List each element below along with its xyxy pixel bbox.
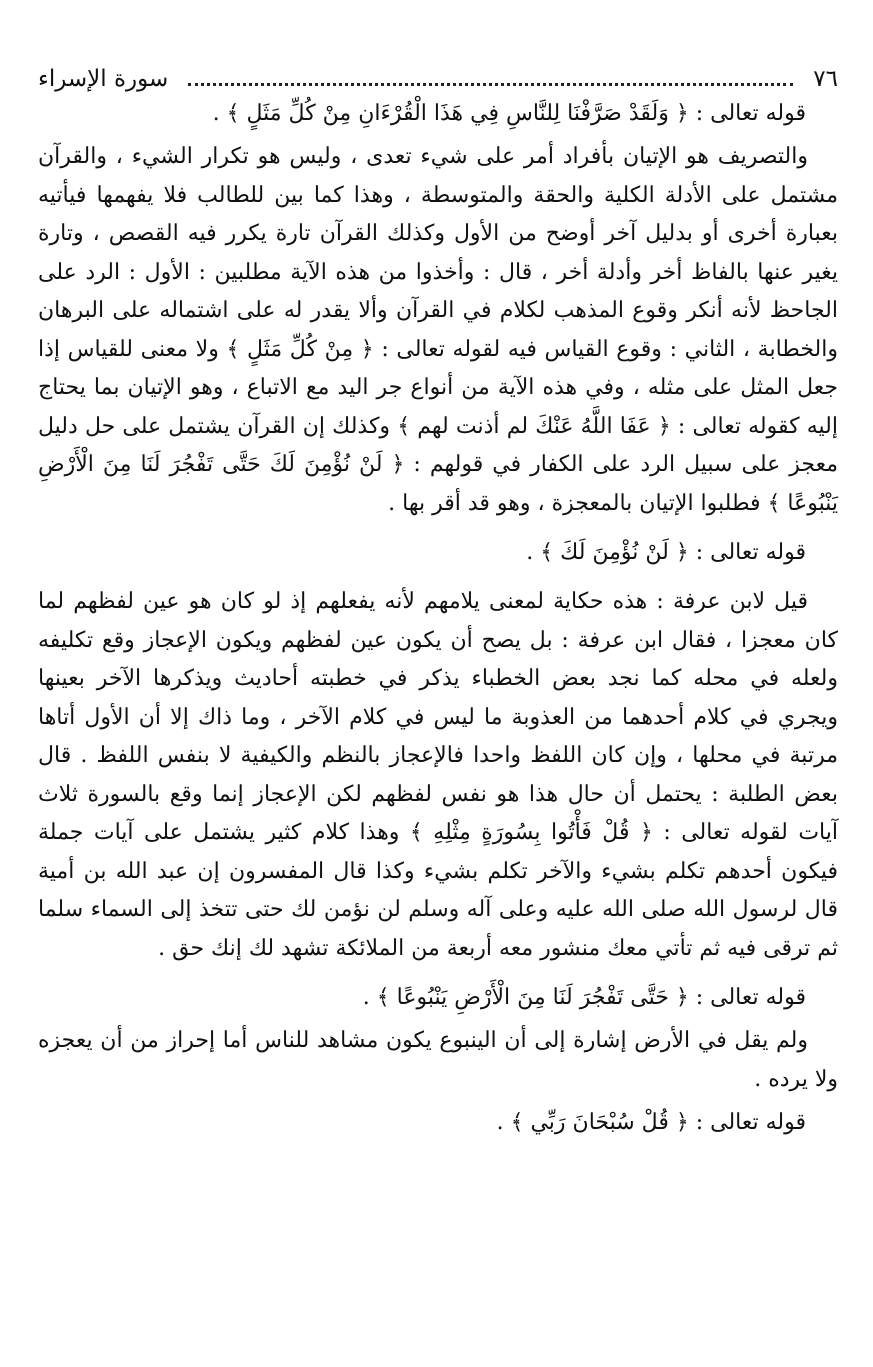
header-dotted-rule: [188, 83, 793, 86]
verse-trail: .: [526, 540, 541, 565]
verse-lead: قوله تعالى :: [688, 101, 806, 126]
quran-verse: ﴿ حَتَّى تَفْجُرَ لَنَا مِنَ الْأَرْضِ يَنْبُوعًا ﴾: [376, 985, 689, 1010]
paragraph-text: قيل لابن عرفة : هذه حكاية لمعنى يلامهم لأنه يفعلهم إذ لو كان هو عين لفظهم لما كان معجزا ، فقال ابن عرفة : بل يصح أن يكون عين لفظهم ويكون الإعجاز وقع تكليفه ولعله في محله كما نجد بعض الخطباء يذكر في خطبته أحاديث ويذكرها الآخر بعينها ويجري في كلام أحدهما من العذوبة ما ليس في كلام الآخر ، وما ذاك إلا أن الأول أتاها مرتبة في محلها ، وإن كان اللفظ واحدا فالإعجاز بالنظم والكيفية لا بنفس اللفظ . قال بعض الطلبة : يحتمل أن حال هذا هو نفس لفظهم لكن الإعجاز إنما وقع بالسورة ثلاث آيات لقوله تعالى : ﴿ قُلْ فَأْتُوا بِسُورَةٍ مِثْلِهِ ﴾ وهذا كلام كثير يشتمل على آيات جملة فيكون أحدهم تكلم بشيء والآخر تكلم بشيء وكذا قال المفسرون إن عبد الله بن أمية قال لرسول الله صلى الله عليه وعلى آله وسلم لن نؤمن لك حتى تتخذ إلى السماء سلما ثم ترقى فيه ثم تأتي معك منشور معه أربعة من الملائكة تشهد لك إنك حق .: [38, 589, 839, 961]
book-page: [38, 62, 838, 1141]
verse-trail: .: [496, 1110, 511, 1135]
commentary-paragraph: [38, 583, 838, 968]
quran-verse: ﴿ لَنْ نُؤْمِنَ لَكَ ﴾: [540, 540, 689, 565]
verse-heading: [38, 96, 838, 132]
verse-lead: قوله تعالى :: [688, 985, 806, 1010]
verse-trail: .: [362, 985, 377, 1010]
verse-heading: [38, 980, 838, 1016]
running-header: [38, 62, 838, 96]
verse-lead: قوله تعالى :: [688, 540, 806, 565]
commentary-paragraph: [38, 1022, 838, 1099]
quran-verse: ﴿ قُلْ سُبْحَانَ رَبِّي ﴾: [510, 1110, 689, 1135]
verse-heading: [38, 535, 838, 571]
verse-trail: .: [212, 101, 227, 126]
commentary-paragraph: [38, 138, 838, 523]
paragraph-text: والتصريف هو الإتيان بأفراد أمر على شيء تعدى ، وليس هو تكرار الشيء ، والقرآن مشتمل على الأدلة الكلية والحقة والمتوسطة ، وهذا كما بين للطالب فلا يفهمها فيأتيه بعبارة أخرى أو بدليل آخر أوضح من الأول وكذلك القرآن تارة يكرر فيه القصص ، وتارة يغير عنها بالفاظ أخر وأدلة أخر ، قال : وأخذوا من هذه الآية مطلبين : الأول : الرد على الجاحظ لأنه أنكر وقوع المذهب لكلام في القرآن وألا يقدر له على اشتماله على البرهان والخطابة ، الثاني : وقوع القياس فيه لقوله تعالى : ﴿ مِنْ كُلِّ مَثَلٍ ﴾ ولا معنى للقياس إذا جعل المثل على مثله ، وفي هذه الآية من أنواع جر اليد مع الاتباع ، وهو الإتيان بما يحتاج إليه كقوله تعالى : ﴿ عَفَا اللَّهُ عَنْكَ لم أذنت لهم ﴾ وكذلك إن القرآن يشتمل على حل دليل معجز على سبيل الرد على الكفار في قولهم : ﴿ لَنْ نُؤْمِنَ لَكَ حَتَّى تَفْجُرَ لَنَا مِنَ الْأَرْضِ يَنْبُوعًا ﴾ فطلبوا الإتيان بالمعجزة ، وهو قد أقر بها .: [38, 144, 838, 516]
page-number: ٧٦: [813, 66, 838, 92]
verse-lead: قوله تعالى :: [688, 1110, 806, 1135]
paragraph-text: ولم يقل في الأرض إشارة إلى أن الينبوع يكون مشاهد للناس أما إحراز من أن يعجزه ولا يرده .: [38, 1028, 838, 1092]
verse-heading: [38, 1105, 838, 1141]
surah-title: سورة الإسراء: [38, 66, 169, 92]
quran-verse: ﴿ وَلَقَدْ صَرَّفْنَا لِلنَّاسِ فِي هَذَا الْقُرْءَانِ مِنْ كُلِّ مَثَلٍ ﴾: [226, 101, 689, 126]
